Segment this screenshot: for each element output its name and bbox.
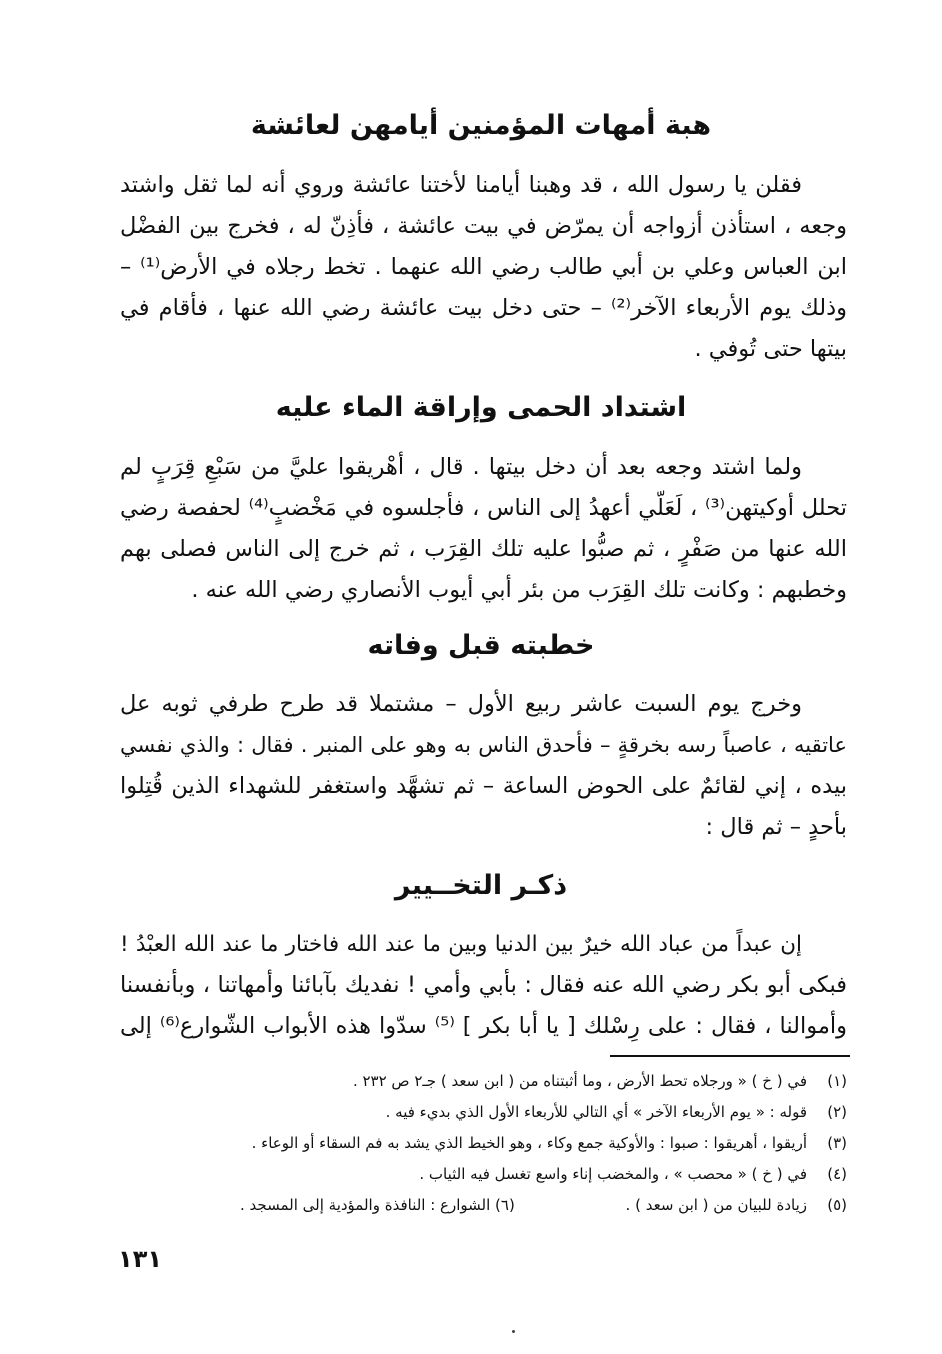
footnote (120, 1159, 847, 1190)
section-title-sermon: خطبته قبل وفاته (367, 630, 595, 661)
footnote (120, 1128, 847, 1159)
section-title-fever: اشتداد الحمى وإراقة الماء عليه (275, 392, 687, 423)
footnote-text (120, 1190, 807, 1221)
text-line: وأموالنا ، فقال : على رِسْلك [ يا أبا بكر ] ⁽⁵⁾ سدّوا هذه الأبواب الشّوارع⁽⁶⁾ إلى (120, 1013, 848, 1039)
print-speck (512, 1330, 515, 1333)
footnote-number: (١) (827, 1072, 847, 1090)
text-line: بيتها حتى تُوفي . (694, 336, 847, 362)
paragraph-fever (120, 447, 847, 611)
text-line: ولما اشتد وجعه بعد أن دخل بيتها . قال ، أهْريقوا عليَّ من سَبْعِ قِرَبٍ لم (120, 454, 802, 480)
footnote-text: قوله : « يوم الأربعاء الآخر » أي التالي للأربعاء الأول الذي بديء فيه . (385, 1103, 807, 1121)
footnotes (120, 1066, 847, 1221)
page-number: ١٣١ (118, 1245, 162, 1273)
footnote-number: (٣) (827, 1134, 847, 1152)
paragraph-choice (120, 924, 847, 1047)
text-line: تحلل أوكيتهن⁽³⁾ ، لَعَلّي أعهدُ إلى الناس ، فأجلسوه في مَخْضبٍ⁽⁴⁾ لحفصة رضي (120, 495, 848, 521)
footnote-text: في ( خ ) « محصب » ، والمخضب إناء واسع تغسل فيه الثياب . (419, 1165, 807, 1183)
section-title-gift-of-days: هبة أمهات المؤمنين أيامهن لعائشة (250, 110, 712, 141)
text-line: ابن العباس وعلي بن أبي طالب رضي الله عنهما . تخط رجلاه في الأرض⁽¹⁾ – (120, 254, 847, 280)
text-line: بيده ، إني لقائمٌ على الحوض الساعة – ثم تشهَّد واستغفر للشهداء الذين قُتِلوا (120, 773, 847, 799)
footnote-text-part: زيادة للبيان من ( ابن سعد ) . (625, 1196, 807, 1214)
section-title-choice: ذكـر التخــيير (394, 870, 568, 901)
text-line: عاتقيه ، عاصباً رسه بخرقةٍ – فأحدق الناس به وهو على المنبر . فقال : والذي نفسي (120, 733, 847, 757)
footnote (120, 1190, 847, 1221)
footnote-number: (٢) (827, 1103, 847, 1121)
text-line: إن عبداً من عباد الله خيرٌ بين الدنيا وبين ما عند الله فاختار ما عند الله العبْدُ ! (120, 932, 802, 957)
paragraph-sermon (120, 684, 847, 848)
text-line: وذلك يوم الأربعاء الآخر⁽²⁾ – حتى دخل بيت عائشة رضي الله عنها ، فأقام في (120, 295, 847, 321)
footnote-separator (610, 1055, 850, 1057)
text-line: وخطبهم : وكانت تلك القِرَب من بئر أبي أيوب الأنصاري رضي الله عنه . (191, 577, 847, 603)
text-line: بأحدٍ – ثم قال : (705, 814, 847, 840)
text-line: وخرج يوم السبت عاشر ربيع الأول – مشتملا قد طرح طرفي ثوبه عل (120, 691, 802, 717)
text-line: فبكى أبو بكر رضي الله عنه فقال : بأبي وأمي ! نفديك بآبائنا وأمهاتنا ، وبأنفسنا (120, 972, 847, 998)
footnote (120, 1066, 847, 1097)
footnote-number: (٥) (827, 1196, 847, 1214)
footnote-text: في ( خ ) « ورجلاه تحط الأرض ، وما أثبتناه من ( ابن سعد ) جـ٢ ص ٢٣٢ . (352, 1072, 807, 1090)
text-line: وجعه ، استأذن أزواجه أن يمرّض في بيت عائشة ، فأذِنّ له ، فخرج بين الفضْل (120, 213, 847, 239)
footnote-text: أريقوا ، أهريقوا : صبوا : والأوكية جمع وكاء ، وهو الخيط الذي يشد به فم السقاء أو الوعاء . (251, 1134, 807, 1152)
footnote-text-part: (٦) الشوارع : النافذة والمؤدية إلى المسجد . (240, 1196, 515, 1214)
paragraph-gift-of-days (120, 165, 847, 370)
footnote-number: (٤) (827, 1165, 847, 1183)
footnote (120, 1097, 847, 1128)
text-line: الله عنها من صَفْرٍ ، ثم صبُّوا عليه تلك القِرَب ، ثم خرج إلى الناس فصلى بهم (120, 536, 847, 562)
text-line: فقلن يا رسول الله ، قد وهبنا أيامنا لأختنا عائشة وروي أنه لما ثقل واشتد (120, 172, 802, 198)
